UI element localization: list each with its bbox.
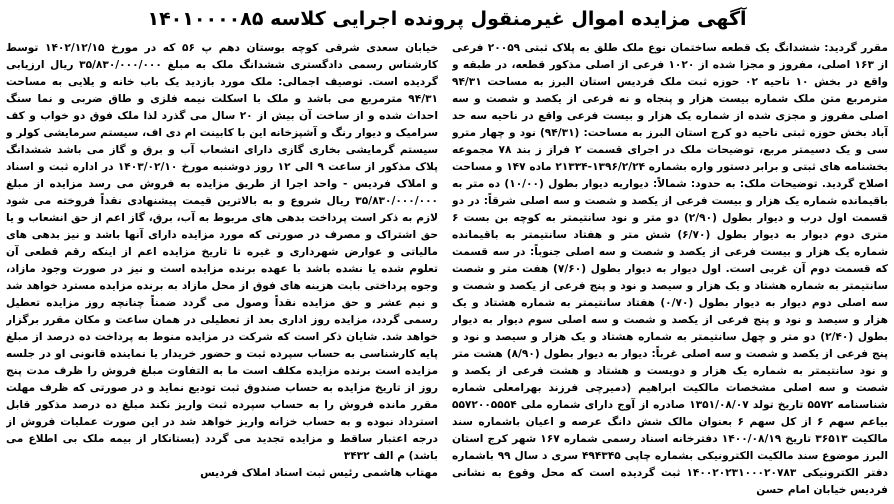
signature-line: مهتاب هاشمی رئیس ثبت اسناد املاک فردیس xyxy=(200,467,438,479)
notice-title: آگهی مزایده اموال غیرمنقول پرونده اجرایی کلاسه ۱۴۰۱۰۰۰۰۸۵ xyxy=(147,8,747,30)
left-column-text: خیابان سعدی شرقی کوچه بوستان دهم پ ۵۶ که در مورخ ۱۴۰۲/۱۲/۱۵ توسط کارشناس رسمی دادگستری ششدانگ ملک به مبلغ ۳۵/۸۳۰/۰۰۰/۰۰۰ ریال ارزیابی گردیده است. توصیف اجمالی: ملک مورد بازدید یک باب خانه و یلایی به مساحت ۹۴/۳۱ مترمربع می باشد و ملک با اسکلت نیمه فلزی و طاق ضربی و نما سنگ احداث شده و از ساخت آن بیش از ۲۰ سال می گذرد لذا ملک فوق دو خواب و کف سرامیک و دیوار رنگ و آشپزخانه این با کابینت ام دی اف، سیستم سرمایشی کولر و سیستم گرمایشی بخاری گازی دارای انشعاب آب و برق و گاز می باشد ششدانگ پلاک مذکور از ساعت ۹ الی ۱۲ روز دوشنبه مورخ ۱۴۰۳/۰۲/۱۰ در اداره ثبت و اسناد و املاک فردیس - واحد اجرا از طریق مزایده به فروش می رسد مزایده از مبلغ ۳۵/۸۳۰/۰۰۰/۰۰۰ ریال شروع و به بالاترین قیمت پیشنهادی نقداً فروخته می شود لازم به ذکر است پرداخت بدهی های مربوط به آب، برق، گاز اعم از حق انشعاب و یا حق اشتراک و مصرف در صورتی که مورد مزایده دارای آنها باشد و نیز بدهی های مالیاتی و عوارض شهرداری و غیره تا تاریخ مزایده اعم از اینکه رقم قطعی آن تعلوم شده یا نشده باشد با عهده برنده مزایده است و نیز در صورت وجود مازاد، وجوه پرداختی بابت هزینه های فوق از محل مازاد به برنده مزایده مسترد خواهد شد و نیم عشر و حق مزایده نقداً وصول می گردد ضمناً چنانچه روز مزایده تعطیل رسمی گردد، مزایده روز اداری بعد از تعطیلی در همان ساعت و مکان مقرر برگزار خواهد شد. شایان ذکر است که شرکت در مزایده منوط به پرداخت ده درصد از مبلغ پایه کارشناسی به حساب سپرده ثبت و حضور خریدار یا نماینده قانونی او در جلسه مزایده است برنده مزایده مکلف است ما به التفاوت مبلغ فروش را ظرف مدت پنج روز از تاریخ مزایده به حساب صندوق ثبت تودیع نماید و در صورتی که ظرف مهلت مقرر مانده فروش را به حساب سپرده ثبت واریز نکند مبلغ ده درصد مذکور قابل استرداد نبوده و به حساب خزانه واریز خواهد شد در این صورت عملیات فروش از درجه اعتبار ساقط و مزایده تجدید می گردد (بستانکار از بیمه ملک بی اطلاع می باشد) م الف ۳۴۳۲ xyxy=(6,42,438,462)
right-column-text: مقرر گردید: ششدانگ یک قطعه ساختمان نوع ملک طلق به پلاک ثبتی ۲۰۰۵۹ فرعی از ۱۶۳ اصلی، مفروز و مجزا شده از ۱۰۲۰ فرعی از اصلی مذکور قطعه، در طبقه و واقع در بخش ۱۰ ناحیه ۰۲ حوزه ثبت ملک فردیس استان البرز به مساحت ۹۴/۳۱ مترمربع متن ملک شماره بیست هزار و پنجاه و نه فرعی از یکصد و شصت و سه اصلی مفروز و مجزی شده از شماره یک هزار و بیست فرعی واقع در ناحیه سه حد آباد بخش حوزه ثبتی ناحیه دو کرج استان البرز به مساحت: (۹۴/۳۱) نود و چهار مترو سی و یک دسیمتر مربع، توضیحات ملک در اجرای قسمت ۲ فراز ز بند ۷۸ مجموعه بخشنامه های ثبتی و برابر دستور واره بشماره ۱۳۹۶/۲/۲۴-۲۱۳۳۴ ماده ۱۴۷ و مساحت اصلاح گردید. توضیحات ملک: به حدود: شمالاً: دیواریه دیوار بطول (۱۰/۰۰) ده متر به باقیمانده شماره یک هزار و بیست فرعی از یکصد و شصت و سه اصلی شرقاً: در دو قسمت اول درب و دیوار بطول (۲/۹۰) دو متر و نود سانتیمتر به کوچه بن بست ۶ متری دوم دیوار به دیوار بطول (۶/۷۰) شش متر و هفتاد سانتیمتر به باقیمانده شماره یک هزار و بیست فرعی از یکصد و شصت و سه اصلی جنوباً: در سه قسمت که قسمت دوم آن غربی است. اول دیوار به دیوار بطول (۷/۶۰) هفت متر و شصت سانتیمتر به شماره هشتاد و یک هزار و سیصد و نود و پنج فرعی از یکصد و شصت و سه اصلی دوم دیوار به دیوار بطول (۰/۷۰) هفتاد سانتیمتر به شماره هشتاد و یک هزار و سیصد و نود و پنج فرعی از یکصد و شصت و سه اصلی سوم دیوار به دیوار بطول (۲/۴۰) دو متر و چهل سانتیمتر به شماره هشتاد و یک هزار و سیصد و نود و پنج فرعی از یکصد و شصت و سه اصلی غرباً: دیوار به دیوار بطول (۸/۹۰) هشت متر و نود سانتیمتر به شماره یک هزار و دویست و هشتاد و هشت فرعی از یکصد و شصت و سه اصلی مشخصات مالکیت ابراهیم (دمیرچی فرزند بهرامعلی شماره شناسنامه ۵۵۷۲ تاریخ تولد ۱۳۵۱/۰۸/۰۷ صادره از آوج دارای شماره ملی ۵۵۷۲۰۰۵۵۵۴ بیاعم سهم ۶ از کل سهم ۶ بعنوان مالک شش دانگ عرصه و اعیان باشماره سند مالکیت ۳۶۵۱۳ تاریخ ۱۴۰۰/۰۸/۱۹ دفترخانه اسناد رسمی شماره ۱۶۷ شهر کرج استان البرز موضوع سند مالکیت الکترونیکی بشماره چاپی ۴۹۴۳۴۵ سری د سال ۹۹ باشماره دفتر الکترونیکی ۱۴۰۰۲۰۲۳۱۰۰۰۲۰۷۸۳ ثبت گردیده است که محل وقوع به نشانی فردیس خیابان امام حسن xyxy=(452,42,888,496)
notice-columns xyxy=(6,40,888,502)
left-column xyxy=(6,40,438,502)
right-column xyxy=(452,40,888,502)
